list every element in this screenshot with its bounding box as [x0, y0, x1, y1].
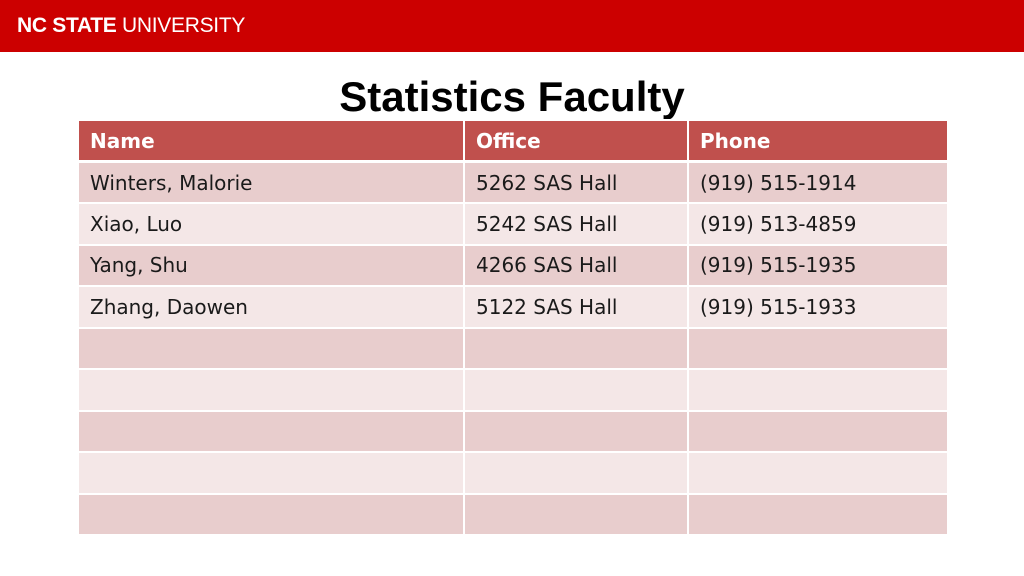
cell-office: [464, 452, 688, 494]
logo-text-bold: NC STATE: [17, 14, 117, 37]
column-header-phone: Phone: [688, 120, 948, 162]
table-row: [78, 203, 948, 245]
table-row: [78, 286, 948, 328]
cell-name: [78, 369, 464, 411]
table-row: [78, 369, 948, 411]
table-header-row: [78, 120, 948, 162]
cell-office: [464, 494, 688, 536]
cell-name: [78, 411, 464, 453]
cell-office: 4266 SAS Hall: [464, 245, 688, 287]
cell-phone: (919) 515-1935: [688, 245, 948, 287]
cell-phone: [688, 452, 948, 494]
column-header-name: Name: [78, 120, 464, 162]
cell-name: Winters, Malorie: [78, 162, 464, 204]
cell-office: 5262 SAS Hall: [464, 162, 688, 204]
cell-name: [78, 452, 464, 494]
cell-phone: (919) 515-1914: [688, 162, 948, 204]
cell-office: [464, 328, 688, 370]
cell-phone: [688, 328, 948, 370]
cell-phone: [688, 369, 948, 411]
cell-name: [78, 494, 464, 536]
table-row: [78, 411, 948, 453]
logo-text-light: UNIVERSITY: [122, 14, 246, 37]
cell-office: [464, 369, 688, 411]
column-header-office: Office: [464, 120, 688, 162]
cell-name: [78, 328, 464, 370]
page-title: Statistics Faculty: [339, 73, 685, 120]
table-row: [78, 162, 948, 204]
cell-name: Xiao, Luo: [78, 203, 464, 245]
table-row: [78, 452, 948, 494]
cell-phone: (919) 513-4859: [688, 203, 948, 245]
cell-name: Yang, Shu: [78, 245, 464, 287]
cell-office: [464, 411, 688, 453]
cell-office: 5242 SAS Hall: [464, 203, 688, 245]
cell-phone: [688, 494, 948, 536]
table-row: [78, 328, 948, 370]
nc-state-logo[interactable]: [17, 14, 245, 38]
faculty-table: [77, 119, 949, 536]
table-row: [78, 494, 948, 536]
cell-office: 5122 SAS Hall: [464, 286, 688, 328]
table-row: [78, 245, 948, 287]
cell-phone: [688, 411, 948, 453]
university-banner: [0, 0, 1024, 52]
cell-name: Zhang, Daowen: [78, 286, 464, 328]
cell-phone: (919) 515-1933: [688, 286, 948, 328]
